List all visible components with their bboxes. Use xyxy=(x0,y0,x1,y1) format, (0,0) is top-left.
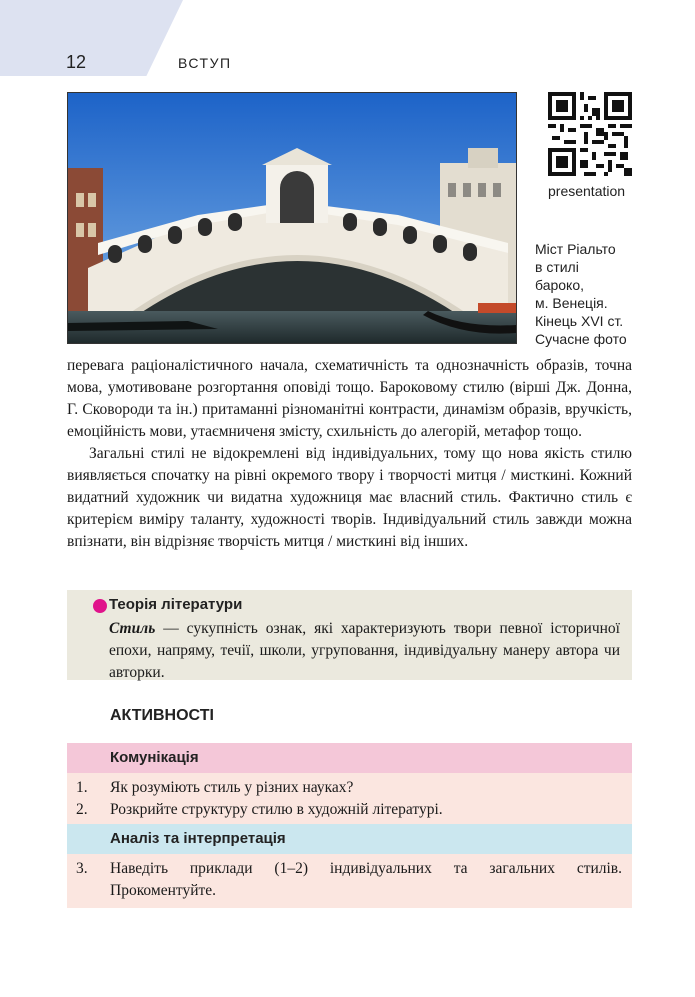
theory-title-text: Теорія літератури xyxy=(109,596,243,613)
header-tab xyxy=(0,0,183,76)
activity-group-title: Аналіз та інтерпретація xyxy=(67,824,632,854)
photo-caption xyxy=(535,240,655,348)
bullet-dot-icon xyxy=(93,599,107,613)
activity-item xyxy=(67,799,632,821)
body-text xyxy=(67,355,632,553)
activity-item xyxy=(67,777,632,799)
caption-line: Міст Ріальто xyxy=(535,241,616,257)
section-title: ВСТУП xyxy=(178,55,232,71)
activity-group-title: Комунікація xyxy=(67,743,632,773)
body-paragraph: перевага раціоналістичного начала, схематичність та однозначність образів, точна мова, умотивоване розгортання оповіді тощо. Бароковому стилю (вірші Дж. Донна, Г. Сковороди та ін.) притаманні різноманітні контрасти, динамізм образів, вручкість, емоційність мови, утаємниченя змісту, схильність до алегорій, метафор тощо. xyxy=(67,357,632,440)
theory-title xyxy=(109,596,242,613)
activity-group-analysis xyxy=(67,824,632,908)
activity-group-body xyxy=(67,773,632,827)
body-paragraph: Загальні стилі не відокремлені від індивідуальних, тому що нова якість стилю виявляється спочатку на рівні окремого твору і творчості митця / мисткині. Кожний видатний художник чи видатна художниця має власний стиль. Фактично стиль є критерієм виміру таланту, художності творів. Індивідуальний стиль завжди можна впізнати, він відрізняє творчість митця / мисткині від інших. xyxy=(67,445,632,550)
activity-group-body xyxy=(67,854,632,908)
activity-text: Розкрийте структуру стилю в художній літературі. xyxy=(110,801,443,818)
caption-line: бароко, xyxy=(535,277,585,293)
caption-line: Кінець XVI ст. xyxy=(535,313,624,329)
page-number: 12 xyxy=(66,52,87,72)
activity-text: Наведіть приклади (1–2) індивідуальних та загальних стилів. Прокоментуйте. xyxy=(110,860,622,899)
activities-heading: АКТИВНОСТІ xyxy=(110,707,214,724)
theory-box xyxy=(67,590,632,680)
caption-line: в стилі xyxy=(535,259,579,275)
activity-item xyxy=(67,858,632,902)
activity-group-communication xyxy=(67,743,632,827)
activity-text: Як розуміють стиль у різних науках? xyxy=(110,779,354,796)
theory-definition-text: — сукупність ознак, які характеризують твори певної історичної епохи, напряму, течії, школи, угруповання, індивідуальну манеру автора чи авторки. xyxy=(109,620,620,681)
theory-term: Стиль xyxy=(109,620,156,637)
caption-line: м. Венеція. xyxy=(535,295,608,311)
theory-definition xyxy=(109,618,620,684)
activity-number: 2. xyxy=(76,801,88,818)
qr-code-icon[interactable] xyxy=(548,92,632,176)
activity-number: 1. xyxy=(76,779,88,796)
caption-line: Сучасне фото xyxy=(535,331,627,347)
rialto-bridge-photo xyxy=(67,92,517,344)
qr-label: presentation xyxy=(548,183,626,199)
activity-number: 3. xyxy=(76,860,88,877)
